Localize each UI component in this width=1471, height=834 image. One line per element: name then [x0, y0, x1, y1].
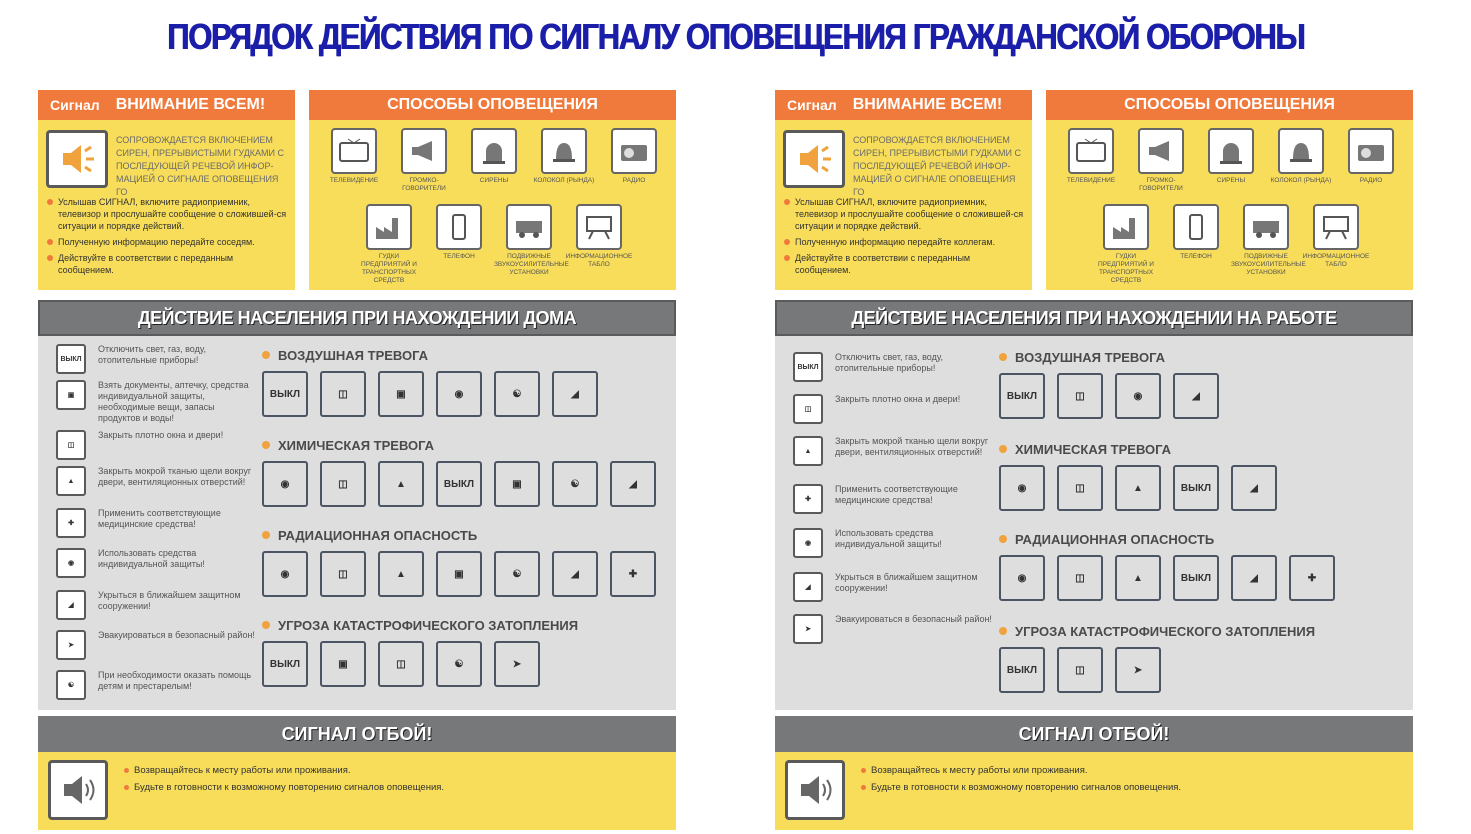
legend-text: Закрыть мокрой тканью щели вокруг двери, вентиляционных отверстий!: [98, 466, 252, 487]
gas-mask-icon: ◉: [436, 371, 482, 417]
medicine-icon: ✚: [793, 484, 823, 514]
signal-prefix: Сигнал: [787, 97, 837, 113]
gas-mask-icon: ◉: [262, 461, 308, 507]
actions-panel: [38, 336, 676, 710]
legend-item: [56, 508, 256, 540]
door-icon: ◫: [1057, 555, 1103, 601]
speaker-icon: [785, 760, 845, 820]
threat-title: УГРОЗА КАТАСТРОФИЧЕСКОГО ЗАТОПЛЕНИЯ: [999, 624, 1315, 639]
legend-item: [56, 344, 256, 376]
billboard-icon: [1313, 204, 1359, 250]
seal-gaps-icon: ▲: [56, 466, 86, 496]
seal-gaps-icon: ▲: [793, 436, 823, 466]
legend-item: [56, 670, 256, 702]
method-mobile: [1231, 204, 1306, 277]
power-off-icon: ВЫКЛ: [262, 641, 308, 687]
method-label: ТЕЛЕВИДЕНИЕ: [1066, 177, 1116, 184]
methods-box: [309, 90, 676, 290]
threat-chem: [262, 438, 656, 507]
tv-icon: [1068, 128, 1114, 174]
van-icon: [506, 204, 552, 250]
method-loudspeakers: [389, 128, 459, 193]
signal-instruction: Полученную информацию передайте соседям.: [46, 236, 291, 248]
legend-text: Отключить свет, газ, воду, отопительные приборы!: [835, 352, 943, 373]
bell-icon: [541, 128, 587, 174]
signal-instruction: Услышав СИГНАЛ, включите радиоприемник, телевизор и прослушайте сообщение о сложившей-ся ситуации и порядке действий.: [46, 196, 291, 232]
power-off-icon: ВЫКЛ: [1173, 555, 1219, 601]
legend-text: Отключить свет, газ, воду, отопительные приборы!: [98, 344, 206, 365]
otboy-panel: [38, 752, 676, 830]
legend-text: При необходимости оказать помощь детям и престарелым!: [98, 670, 252, 691]
method-bell: [1266, 128, 1336, 185]
medicine-icon: ✚: [1289, 555, 1335, 601]
poster-work: [775, 90, 1415, 830]
seal-gaps-icon: ▲: [378, 551, 424, 597]
evacuate-icon: ➤: [494, 641, 540, 687]
help-people-icon: ☯: [56, 670, 86, 700]
method-label: РАДИО: [622, 177, 646, 184]
power-off-icon: ВЫКЛ: [793, 352, 823, 382]
legend-text: Укрыться в ближайшем защитном сооружении!: [835, 572, 978, 593]
legend-text: Закрыть мокрой тканью щели вокруг двери, вентиляционных отверстий!: [835, 436, 989, 457]
megaphone-icon: [401, 128, 447, 174]
method-horns: [354, 204, 424, 285]
legend-text: Применить соответствующие медицинские средства!: [835, 484, 958, 505]
legend-item: [793, 484, 993, 516]
phone-icon: [1173, 204, 1219, 250]
threat-title: ХИМИЧЕСКАЯ ТРЕВОГА: [999, 442, 1277, 457]
method-phone: [1161, 204, 1231, 261]
help-people-icon: ☯: [494, 551, 540, 597]
evacuate-icon: ➤: [793, 614, 823, 644]
gas-mask-icon: ◉: [56, 548, 86, 578]
seal-gaps-icon: ▲: [378, 461, 424, 507]
van-icon: [1243, 204, 1289, 250]
door-icon: ◫: [56, 430, 86, 460]
method-label: ИНФОРМАЦИОННОЕ ТАБЛО: [565, 253, 633, 268]
power-off-icon: ВЫКЛ: [436, 461, 482, 507]
legend-text: Применить соответствующие медицинские средства!: [98, 508, 221, 529]
legend-text: Эвакуироваться в безопасный район!: [98, 630, 255, 640]
legend-text: Закрыть плотно окна и двери!: [98, 430, 224, 440]
phone-icon: [436, 204, 482, 250]
door-icon: ◫: [378, 641, 424, 687]
shelter-icon: ◢: [1231, 465, 1277, 511]
method-label: КОЛОКОЛ (РЫНДА): [1270, 177, 1332, 184]
documents-icon: ▣: [494, 461, 540, 507]
door-icon: ◫: [1057, 647, 1103, 693]
method-phone: [424, 204, 494, 261]
legend-item: [56, 466, 256, 498]
documents-icon: ▣: [378, 371, 424, 417]
method-label: СИРЕНЫ: [1216, 177, 1246, 184]
threat-title: РАДИАЦИОННАЯ ОПАСНОСТЬ: [262, 528, 656, 543]
legend-item: [793, 528, 993, 560]
signal-box: [38, 90, 295, 290]
method-label: ГУДКИ ПРЕДПРИЯТИЙ И ТРАНСПОРТНЫХ СРЕДСТВ: [361, 253, 417, 284]
tv-icon: [331, 128, 377, 174]
gas-mask-icon: ◉: [999, 555, 1045, 601]
method-sirens: [1196, 128, 1266, 185]
actions-panel: [775, 336, 1413, 710]
method-label: СИРЕНЫ: [479, 177, 509, 184]
threat-title: ХИМИЧЕСКАЯ ТРЕВОГА: [262, 438, 656, 453]
legend-text: Закрыть плотно окна и двери!: [835, 394, 961, 404]
method-radio: [1336, 128, 1406, 185]
speaker-icon: [48, 760, 108, 820]
legend-item: [56, 380, 256, 423]
seal-gaps-icon: ▲: [1115, 555, 1161, 601]
threat-title: УГРОЗА КАТАСТРОФИЧЕСКОГО ЗАТОПЛЕНИЯ: [262, 618, 578, 633]
signal-name: ВНИМАНИЕ ВСЕМ!: [115, 96, 266, 113]
otboy-instructions: [861, 764, 1181, 798]
legend-text: Укрыться в ближайшем защитном сооружении!: [98, 590, 241, 611]
threat-title: РАДИАЦИОННАЯ ОПАСНОСТЬ: [999, 532, 1335, 547]
signal-instruction: Действуйте в соответствии с переданным сообщением.: [783, 252, 1028, 276]
signal-instructions: [783, 196, 1028, 280]
method-label: ГРОМКО-ГОВОРИТЕЛИ: [402, 177, 446, 192]
threat-rad: [262, 528, 656, 597]
door-icon: ◫: [320, 551, 366, 597]
method-radio: [599, 128, 669, 185]
signal-header: [775, 90, 1032, 120]
method-loudspeakers: [1126, 128, 1196, 193]
signal-instruction: Действуйте в соответствии с переданным сообщением.: [46, 252, 291, 276]
door-icon: ◫: [793, 394, 823, 424]
legend-text: Взять документы, аптечку, средства индивидуальной защиты, необходимые вещи, запасы продуктов и воды!: [98, 380, 249, 423]
threat-air: [999, 350, 1219, 419]
legend-item: [56, 590, 256, 622]
factory-icon: [366, 204, 412, 250]
gas-mask-icon: ◉: [1115, 373, 1161, 419]
method-bell: [529, 128, 599, 185]
radio-icon: [1348, 128, 1394, 174]
otboy-instruction: Будьте в готовности к возможному повторению сигналов оповещения.: [861, 781, 1181, 794]
door-icon: ◫: [320, 461, 366, 507]
evacuate-icon: ➤: [56, 630, 86, 660]
method-label: ИНФОРМАЦИОННОЕ ТАБЛО: [1302, 253, 1370, 268]
door-icon: ◫: [1057, 373, 1103, 419]
methods-box: [1046, 90, 1413, 290]
power-off-icon: ВЫКЛ: [999, 647, 1045, 693]
signal-instruction: Услышав СИГНАЛ, включите радиоприемник, телевизор и прослушайте сообщение о сложившей-ся ситуации и порядке действий.: [783, 196, 1028, 232]
legend-item: [793, 394, 993, 426]
method-sirens: [459, 128, 529, 185]
shelter-icon: ◢: [1173, 373, 1219, 419]
section-title-work: ДЕЙСТВИЕ НАСЕЛЕНИЯ ПРИ НАХОЖДЕНИИ НА РАБОТЕ: [775, 300, 1413, 336]
otboy-instructions: [124, 764, 444, 798]
seal-gaps-icon: ▲: [1115, 465, 1161, 511]
factory-icon: [1103, 204, 1149, 250]
otboy-instruction: Возвращайтесь к месту работы или проживания.: [861, 764, 1181, 777]
method-label: РАДИО: [1359, 177, 1383, 184]
threat-rad: [999, 532, 1335, 601]
legend-item: [793, 436, 993, 468]
method-label: ПОДВИЖНЫЕ ЗВУКОУСИЛИТЕЛЬНЫЕ УСТАНОВКИ: [494, 253, 569, 276]
gas-mask-icon: ◉: [793, 528, 823, 558]
siren-icon: [471, 128, 517, 174]
loudspeaker-icon: [46, 130, 108, 188]
legend-item: [793, 352, 993, 384]
shelter-icon: ◢: [1231, 555, 1277, 601]
siren-icon: [1208, 128, 1254, 174]
power-off-icon: ВЫКЛ: [1173, 465, 1219, 511]
billboard-icon: [576, 204, 622, 250]
medicine-icon: ✚: [56, 508, 86, 538]
otboy-instruction: Возвращайтесь к месту работы или проживания.: [124, 764, 444, 777]
megaphone-icon: [1138, 128, 1184, 174]
method-label: ГУДКИ ПРЕДПРИЯТИЙ И ТРАНСПОРТНЫХ СРЕДСТВ: [1098, 253, 1154, 284]
legend-text: Использовать средства индивидуальной защиты!: [835, 528, 942, 549]
method-board: [1301, 204, 1371, 269]
loudspeaker-icon: [783, 130, 845, 188]
door-icon: ◫: [320, 371, 366, 417]
gas-mask-icon: ◉: [262, 551, 308, 597]
legend-item: [793, 572, 993, 604]
methods-header: СПОСОБЫ ОПОВЕЩЕНИЯ: [309, 90, 676, 120]
otboy-title: СИГНАЛ ОТБОЙ!: [38, 716, 676, 752]
threat-chem: [999, 442, 1277, 511]
documents-icon: ▣: [56, 380, 86, 410]
method-tv: [319, 128, 389, 185]
method-label: ГРОМКО-ГОВОРИТЕЛИ: [1139, 177, 1183, 192]
method-horns: [1091, 204, 1161, 285]
evacuate-icon: ➤: [1115, 647, 1161, 693]
method-tv: [1056, 128, 1126, 185]
shelter-icon: ◢: [56, 590, 86, 620]
methods-header: СПОСОБЫ ОПОВЕЩЕНИЯ: [1046, 90, 1413, 120]
method-label: ТЕЛЕФОН: [443, 253, 475, 260]
method-mobile: [494, 204, 569, 277]
threat-title: ВОЗДУШНАЯ ТРЕВОГА: [999, 350, 1219, 365]
medicine-icon: ✚: [610, 551, 656, 597]
shelter-icon: ◢: [552, 371, 598, 417]
power-off-icon: ВЫКЛ: [262, 371, 308, 417]
method-label: ТЕЛЕВИДЕНИЕ: [329, 177, 379, 184]
door-icon: ◫: [1057, 465, 1103, 511]
signal-description: СОПРОВОЖДАЕТСЯ ВКЛЮЧЕНИЕМ СИРЕН, ПРЕРЫВИСТЫМИ ГУДКАМИ С ПОСЛЕДУЮЩЕЙ РЕЧЕВОЙ ИНФОР-МАЦИЕЙ О СИГНАЛЕ ОПОВЕЩЕНИЯ ГО: [116, 135, 285, 197]
gas-mask-icon: ◉: [999, 465, 1045, 511]
otboy-title: СИГНАЛ ОТБОЙ!: [775, 716, 1413, 752]
legend-item: [56, 630, 256, 662]
signal-instruction: Полученную информацию передайте коллегам.: [783, 236, 1028, 248]
signal-box: [775, 90, 1032, 290]
radio-icon: [611, 128, 657, 174]
page-title: ПОРЯДОК ДЕЙСТВИЯ ПО СИГНАЛУ ОПОВЕЩЕНИЯ ГРАЖДАНСКОЙ ОБОРОНЫ: [166, 16, 1305, 57]
method-label: ТЕЛЕФОН: [1180, 253, 1212, 260]
method-board: [564, 204, 634, 269]
legend-item: [793, 614, 993, 646]
shelter-icon: ◢: [793, 572, 823, 602]
method-label: КОЛОКОЛ (РЫНДА): [533, 177, 595, 184]
legend-text: Эвакуироваться в безопасный район!: [835, 614, 992, 624]
otboy-panel: [775, 752, 1413, 830]
legend-item: [56, 548, 256, 580]
shelter-icon: ◢: [552, 551, 598, 597]
poster-home: [38, 90, 678, 830]
documents-icon: ▣: [436, 551, 482, 597]
section-title-home: ДЕЙСТВИЕ НАСЕЛЕНИЯ ПРИ НАХОЖДЕНИИ ДОМА: [38, 300, 676, 336]
help-people-icon: ☯: [494, 371, 540, 417]
bell-icon: [1278, 128, 1324, 174]
legend-item: [56, 430, 256, 462]
help-people-icon: ☯: [436, 641, 482, 687]
documents-icon: ▣: [320, 641, 366, 687]
threat-title: ВОЗДУШНАЯ ТРЕВОГА: [262, 348, 598, 363]
signal-header: [38, 90, 295, 120]
help-people-icon: ☯: [552, 461, 598, 507]
otboy-instruction: Будьте в готовности к возможному повторению сигналов оповещения.: [124, 781, 444, 794]
signal-name: ВНИМАНИЕ ВСЕМ!: [852, 96, 1003, 113]
signal-instructions: [46, 196, 291, 280]
threat-flood: [262, 618, 578, 687]
threat-air: [262, 348, 598, 417]
power-off-icon: ВЫКЛ: [56, 344, 86, 374]
power-off-icon: ВЫКЛ: [999, 373, 1045, 419]
signal-prefix: Сигнал: [50, 97, 100, 113]
legend-text: Использовать средства индивидуальной защиты!: [98, 548, 205, 569]
threat-flood: [999, 624, 1315, 693]
signal-description: СОПРОВОЖДАЕТСЯ ВКЛЮЧЕНИЕМ СИРЕН, ПРЕРЫВИСТЫМИ ГУДКАМИ С ПОСЛЕДУЮЩЕЙ РЕЧЕВОЙ ИНФОР-МАЦИЕЙ О СИГНАЛЕ ОПОВЕЩЕНИЯ ГО: [853, 135, 1022, 197]
shelter-icon: ◢: [610, 461, 656, 507]
method-label: ПОДВИЖНЫЕ ЗВУКОУСИЛИТЕЛЬНЫЕ УСТАНОВКИ: [1231, 253, 1306, 276]
